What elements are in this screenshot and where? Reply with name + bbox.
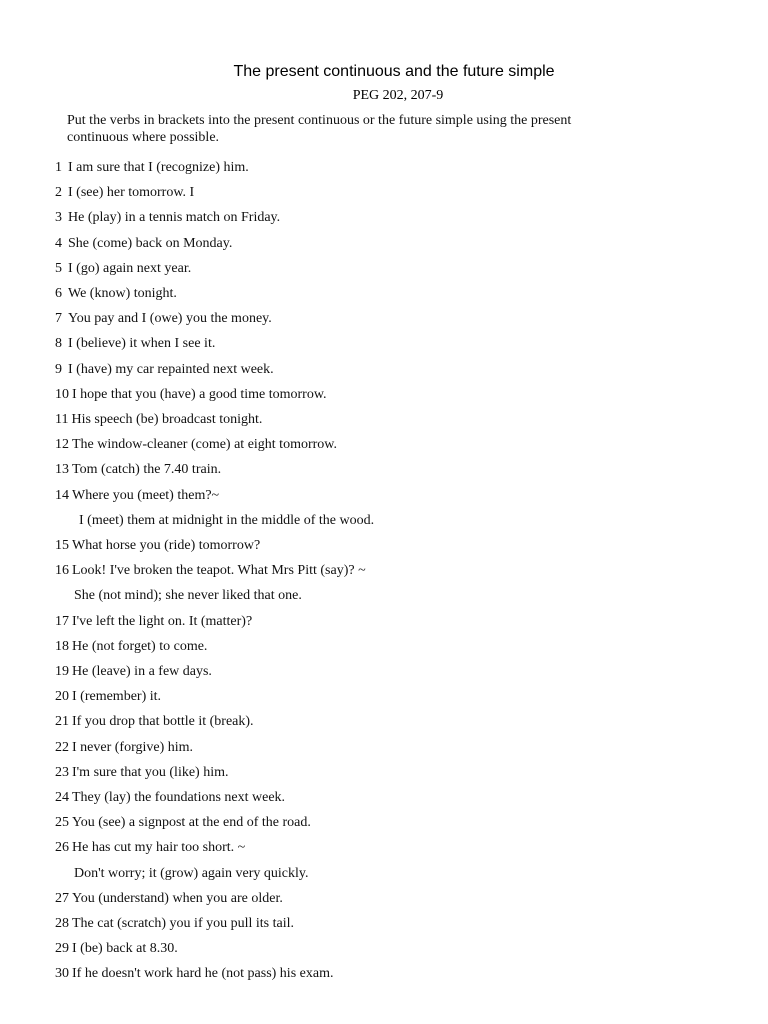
exercise-item	[55, 563, 366, 583]
exercise-text: He (not forget) to come.	[72, 638, 208, 654]
exercise-item	[55, 639, 207, 659]
exercise-number: 21	[55, 714, 69, 730]
exercise-number: 18	[55, 638, 69, 654]
exercise-number: 5	[55, 260, 62, 276]
exercise-number: 20	[55, 689, 69, 705]
exercise-text: He has cut my hair too short. ~	[72, 840, 246, 856]
exercise-item	[55, 412, 262, 432]
exercise-text: The cat (scratch) you if you pull its tail.	[72, 916, 294, 931]
exercise-text: We (know) tonight.	[68, 286, 177, 301]
exercise-text: Tom (catch) the 7.40 train.	[72, 462, 222, 478]
exercise-continuation: Don't worry; it (grow) again very quickly.	[74, 865, 309, 881]
exercise-text: She (come) back on Monday.	[68, 235, 233, 251]
exercise-text: You pay and I (owe) you the money.	[68, 311, 272, 327]
exercise-number: 3	[55, 210, 62, 226]
exercise-text: I am sure that I (recognize) him.	[68, 160, 249, 175]
exercise-number: 24	[55, 790, 69, 805]
exercise-item	[55, 790, 285, 810]
exercise-number: 17	[55, 613, 69, 629]
page-subtitle: PEG 202, 207-9	[352, 88, 444, 103]
exercise-text: I never (forgive) him.	[72, 739, 194, 755]
exercise-number: 25	[55, 815, 69, 831]
exercise-item	[55, 891, 283, 911]
exercise-number: 23	[55, 764, 69, 780]
exercise-text: What horse you (ride) tomorrow?	[72, 538, 261, 553]
exercise-text: I'm sure that you (like) him.	[72, 764, 229, 780]
exercise-text: I (believe) it when I see it.	[68, 336, 216, 352]
exercise-item	[55, 362, 274, 382]
exercise-text: You (see) a signpost at the end of the road.	[72, 815, 311, 831]
instructions-text: Put the verbs in brackets into the present continuous or the future simple using the present continuous where possible.	[67, 113, 572, 145]
exercise-text: His speech (be) broadcast tonight.	[71, 412, 263, 427]
exercise-item	[55, 740, 193, 760]
exercise-continuation: I (meet) them at midnight in the middle of the wood.	[79, 512, 375, 528]
exercise-item	[55, 210, 280, 230]
exercise-number: 22	[55, 739, 69, 755]
exercise-continuation: She (not mind); she never liked that one.	[74, 588, 302, 604]
exercise-number: 2	[55, 185, 62, 201]
exercise-text: He (play) in a tennis match on Friday.	[68, 210, 281, 226]
exercise-number: 28	[55, 916, 69, 931]
exercise-item	[55, 261, 191, 281]
exercise-item	[55, 387, 327, 407]
exercise-item	[55, 916, 294, 936]
exercise-number: 1	[55, 160, 62, 175]
exercise-number: 11	[55, 412, 69, 427]
exercise-item	[55, 614, 252, 634]
exercise-text: If he doesn't work hard he (not pass) his exam.	[72, 966, 334, 982]
exercise-number: 30	[55, 966, 69, 982]
exercise-number: 4	[55, 235, 62, 251]
exercise-item	[55, 488, 219, 508]
exercise-item	[55, 840, 245, 860]
exercise-number: 13	[55, 462, 69, 478]
exercise-number: 7	[55, 311, 62, 327]
exercise-item	[55, 765, 229, 785]
exercise-text: Look! I've broken the teapot. What Mrs Pitt (say)? ~	[72, 563, 366, 579]
exercise-item	[55, 664, 212, 684]
exercise-number: 12	[55, 437, 69, 453]
exercise-text: He (leave) in a few days.	[72, 664, 212, 679]
page-title: The present continuous and the future simple	[233, 63, 555, 80]
exercise-item	[55, 689, 161, 709]
exercise-text: They (lay) the foundations next week.	[72, 790, 286, 805]
exercise-item	[55, 160, 249, 180]
exercise-item	[55, 185, 194, 205]
exercise-item	[55, 336, 215, 356]
exercise-number: 26	[55, 840, 69, 856]
exercise-text: I (have) my car repainted next week.	[68, 361, 274, 377]
exercise-text: I (remember) it.	[72, 689, 162, 705]
exercise-number: 19	[55, 664, 69, 679]
exercise-text: I (see) her tomorrow. I	[68, 185, 195, 201]
exercise-item	[55, 815, 311, 835]
exercise-number: 15	[55, 538, 69, 553]
exercise-item	[55, 714, 254, 734]
exercise-item	[55, 236, 232, 256]
exercise-text: The window-cleaner (come) at eight tomorrow.	[72, 437, 337, 453]
exercise-number: 27	[55, 890, 69, 906]
exercise-number: 16	[55, 563, 69, 579]
exercise-text: If you drop that bottle it (break).	[72, 714, 254, 730]
exercise-number: 9	[55, 361, 62, 377]
exercise-number: 14	[55, 487, 69, 503]
exercise-item	[55, 311, 272, 331]
exercise-item	[55, 941, 178, 961]
exercise-item	[55, 286, 177, 306]
exercise-text: I (go) again next year.	[68, 260, 192, 276]
exercise-item	[55, 437, 337, 457]
exercise-item	[55, 538, 260, 558]
exercise-item	[55, 462, 221, 482]
exercise-number: 8	[55, 336, 62, 352]
exercise-text: You (understand) when you are older.	[72, 890, 283, 906]
exercise-text: Where you (meet) them?~	[72, 487, 220, 503]
exercise-item	[55, 966, 333, 986]
exercise-text: I hope that you (have) a good time tomorrow.	[72, 386, 327, 402]
exercise-number: 6	[55, 286, 62, 301]
exercise-text: I (be) back at 8.30.	[72, 941, 178, 957]
exercise-number: 10	[55, 386, 69, 402]
exercise-text: I've left the light on. It (matter)?	[72, 613, 253, 629]
exercise-number: 29	[55, 941, 69, 957]
